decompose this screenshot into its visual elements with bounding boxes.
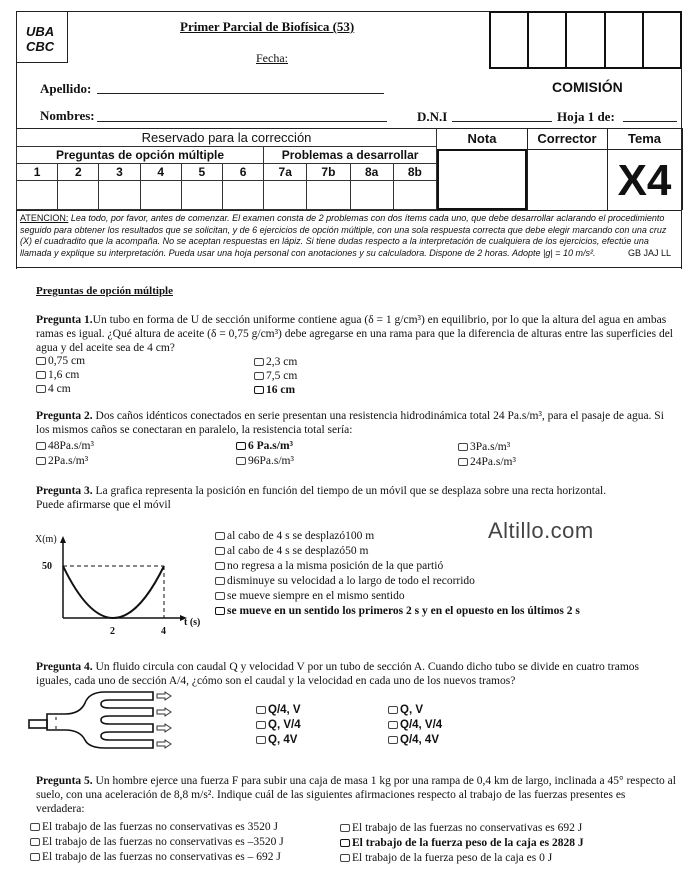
- q4-option-e[interactable]: Q/4, V/4: [388, 719, 442, 731]
- instructions-box: [16, 210, 682, 268]
- comision-box[interactable]: [567, 13, 605, 67]
- q1-option-f[interactable]: 16 cm: [254, 384, 295, 397]
- correction-grid: [16, 128, 437, 210]
- checkbox-icon[interactable]: [254, 386, 264, 394]
- q2-option-b[interactable]: 2Pa.s/m³: [36, 455, 88, 468]
- section-title: Preguntas de opción múltiple: [36, 285, 174, 297]
- checkbox-icon[interactable]: [256, 736, 266, 744]
- q5-option-a[interactable]: El trabajo de las fuerzas no conservativas es 3520 J: [30, 821, 278, 834]
- checkbox-icon[interactable]: [215, 532, 225, 540]
- nota-header: Nota: [467, 131, 497, 146]
- hoja-field[interactable]: [623, 121, 677, 122]
- question-label: Pregunta 3.: [36, 485, 93, 497]
- checkbox-icon[interactable]: [388, 706, 398, 714]
- q1-option-d[interactable]: 2,3 cm: [254, 356, 297, 369]
- q4-option-c[interactable]: Q, 4V: [256, 734, 297, 746]
- q3-option-b[interactable]: al cabo de 4 s se desplazó50 m: [215, 545, 368, 558]
- question-label: Pregunta 4.: [36, 661, 93, 673]
- checkbox-icon[interactable]: [256, 706, 266, 714]
- apellido-label: Apellido:: [40, 81, 92, 96]
- question-2: [36, 409, 676, 437]
- institution-line2: CBC: [26, 39, 55, 54]
- corrector-header: Corrector: [537, 131, 597, 146]
- author-initials: GB JAJ LL: [627, 247, 671, 258]
- q4-option-a[interactable]: Q/4, V: [256, 704, 301, 716]
- question-label: Pregunta 5.: [36, 775, 93, 787]
- dni-field[interactable]: [452, 121, 552, 122]
- q5-option-c[interactable]: El trabajo de las fuerzas no conservativas es – 692 J: [30, 851, 281, 864]
- checkbox-icon[interactable]: [254, 358, 264, 366]
- graph-y-tick: 50: [42, 561, 52, 572]
- grade-cell[interactable]: [140, 181, 181, 210]
- divider: [682, 128, 683, 210]
- q4-option-b[interactable]: Q, V/4: [256, 719, 301, 731]
- q5-option-e[interactable]: El trabajo de la fuerza peso de la caja es 2828 J: [340, 837, 584, 850]
- checkbox-icon[interactable]: [458, 443, 468, 451]
- checkbox-icon[interactable]: [215, 607, 225, 615]
- q2-option-c[interactable]: 6 Pa.s/m³: [236, 440, 293, 453]
- grid-col-7b: 7b: [307, 164, 350, 181]
- checkbox-icon[interactable]: [30, 823, 40, 831]
- reserved-label: Reservado para la corrección: [17, 129, 437, 147]
- hoja-label: Hoja 1 de:: [557, 109, 615, 124]
- checkbox-icon[interactable]: [36, 385, 46, 393]
- watermark: Altillo.com: [488, 518, 594, 543]
- tema-value: X4: [617, 156, 672, 205]
- question-text: Dos caños idénticos conectados en serie presentan una resistencia hidrodinámica total 24 Pa.s/m³, para el pasaje de agua. Si los mismos caños se conectaran en paralelo, la resistencia total sería:: [36, 410, 664, 436]
- q5-option-b[interactable]: El trabajo de las fuerzas no conservativas es –3520 J: [30, 836, 284, 849]
- q2-option-e[interactable]: 3Pa.s/m³: [458, 441, 510, 454]
- checkbox-icon[interactable]: [236, 442, 246, 450]
- question-text: Un tubo en forma de U de sección uniforme contiene agua (δ = 1 g/cm³) en equilibrio, por lo que la altura del agua en ambas ramas es igual. ¿Qué altura de aceite (δ = 0,75 g/cm³) debe agregarse en una rama para que la diferencia de alturas entre las superficies del agua y del aceite sea de 4 cm?: [36, 314, 674, 354]
- multiple-choice-header: Preguntas de opción múltiple: [17, 147, 264, 164]
- checkbox-icon[interactable]: [30, 853, 40, 861]
- fecha-label: Fecha:: [256, 51, 288, 65]
- grade-cell[interactable]: [264, 181, 307, 210]
- q3-option-f[interactable]: se mueve en un sentido los primeros 2 s y en el opuesto en los últimos 2 s: [215, 605, 580, 618]
- nombres-field[interactable]: [97, 121, 387, 122]
- checkbox-icon[interactable]: [215, 547, 225, 555]
- checkbox-icon[interactable]: [215, 562, 225, 570]
- grade-cell[interactable]: [307, 181, 350, 210]
- comision-box[interactable]: [529, 13, 567, 67]
- dni-label: D.N.I: [417, 109, 448, 124]
- q4-option-f[interactable]: Q/4, 4V: [388, 734, 439, 746]
- q1-option-a[interactable]: 0,75 cm: [36, 355, 85, 368]
- graph-x-label: t (s): [184, 617, 201, 628]
- question-text: Un fluido circula con caudal Q y velocidad V por un tubo de sección A. Cuando dicho tubo se divide en cuatro tramos iguales, cada uno de sección A/4, ¿cómo son el caudal y la velocidad en cada uno de los nuevos tramos?: [36, 661, 639, 687]
- nota-box[interactable]: [437, 149, 527, 210]
- atencion-label: ATENCION:: [20, 213, 69, 223]
- question-4: [36, 660, 676, 688]
- apellido-field[interactable]: [97, 93, 384, 94]
- comision-label: COMISIÓN: [552, 79, 623, 95]
- checkbox-icon[interactable]: [215, 577, 225, 585]
- grid-col-2: 2: [58, 164, 99, 181]
- checkbox-icon[interactable]: [36, 457, 46, 465]
- question-5: [36, 774, 676, 816]
- question-1: [36, 313, 676, 355]
- graph-y-label: X(m): [35, 534, 57, 545]
- q4-option-d[interactable]: Q, V: [388, 704, 423, 716]
- institution-line1: UBA: [26, 24, 55, 39]
- grid-col-6: 6: [222, 164, 263, 181]
- q2-option-f[interactable]: 24Pa.s/m³: [458, 456, 516, 469]
- grade-cell[interactable]: [222, 181, 263, 210]
- comision-boxes: [489, 11, 682, 69]
- tema-header: Tema: [628, 131, 661, 146]
- grid-col-1: 1: [17, 164, 58, 181]
- grade-cell[interactable]: [58, 181, 99, 210]
- grid-col-5: 5: [181, 164, 222, 181]
- grade-cell[interactable]: [99, 181, 140, 210]
- graph-x-tick-2: 2: [110, 626, 115, 637]
- grade-cell[interactable]: [181, 181, 222, 210]
- q3-option-e[interactable]: se mueve siempre en el mismo sentido: [215, 590, 405, 603]
- q2-option-a[interactable]: 48Pa.s/m³: [36, 440, 94, 453]
- question-label: Pregunta 2.: [36, 410, 93, 422]
- q3-option-a[interactable]: al cabo de 4 s se desplazó100 m: [215, 530, 374, 543]
- q5-option-f[interactable]: El trabajo de la fuerza peso de la caja es 0 J: [340, 852, 552, 865]
- checkbox-icon[interactable]: [388, 736, 398, 744]
- q1-option-b[interactable]: 1,6 cm: [36, 369, 79, 382]
- position-time-graph: [30, 530, 210, 645]
- comision-box[interactable]: [644, 13, 680, 67]
- grade-cell[interactable]: [350, 181, 393, 210]
- q3-option-d[interactable]: disminuye su velocidad a lo largo de todo el recorrido: [215, 575, 475, 588]
- checkbox-icon[interactable]: [36, 371, 46, 379]
- q5-option-d[interactable]: El trabajo de las fuerzas no conservativas es 692 J: [340, 822, 582, 835]
- grid-col-4: 4: [140, 164, 181, 181]
- checkbox-icon[interactable]: [215, 592, 225, 600]
- checkbox-icon[interactable]: [36, 357, 46, 365]
- checkbox-icon[interactable]: [340, 839, 350, 847]
- checkbox-icon[interactable]: [256, 721, 266, 729]
- checkbox-icon[interactable]: [388, 721, 398, 729]
- grade-cell[interactable]: [393, 181, 436, 210]
- checkbox-icon[interactable]: [340, 824, 350, 832]
- divider: [437, 128, 682, 129]
- grid-col-8a: 8a: [350, 164, 393, 181]
- instructions-text: Lea todo, por favor, antes de comenzar. El examen consta de 2 problemas con dos ítems cada uno, que debe desarrollar aclarando el procedimiento seguido para obtener los resultados que se solicitan, y de 6 ejercicios de opción múltiple, con una sola respuesta correcta que debe elegir marcando con una cruz (X) el cuadradito que la acompaña. No se aceptan respuestas en lápiz. Si tiene dudas respecto a la interpretación de cualquiera de los ejercicios, efectúe una llamada y explique su interpretación. Pueda usar una hoja personal con anotaciones y su calculadora. Dispone de 2 horas. Adopte |g| = 10 m/s².: [20, 213, 667, 258]
- question-label: Pregunta 1.: [36, 314, 93, 326]
- checkbox-icon[interactable]: [36, 442, 46, 450]
- divider: [527, 128, 528, 210]
- grid-col-3: 3: [99, 164, 140, 181]
- nombres-label: Nombres:: [40, 108, 95, 123]
- q1-option-e[interactable]: 7,5 cm: [254, 370, 297, 383]
- checkbox-icon[interactable]: [254, 372, 264, 380]
- grade-cell[interactable]: [17, 181, 58, 210]
- grid-col-8b: 8b: [393, 164, 436, 181]
- checkbox-icon[interactable]: [236, 457, 246, 465]
- comision-box[interactable]: [491, 13, 529, 67]
- institution-logo: [16, 11, 68, 63]
- comision-box[interactable]: [606, 13, 644, 67]
- q1-option-c[interactable]: 4 cm: [36, 383, 71, 396]
- checkbox-icon[interactable]: [30, 838, 40, 846]
- q3-option-c[interactable]: no regresa a la misma posición de la que partió: [215, 560, 443, 573]
- problems-header: Problemas a desarrollar: [264, 147, 437, 164]
- q2-option-d[interactable]: 96Pa.s/m³: [236, 455, 294, 468]
- question-3: [36, 484, 636, 512]
- grid-col-7a: 7a: [264, 164, 307, 181]
- graph-x-tick-4: 4: [161, 626, 166, 637]
- question-text: Un hombre ejerce una fuerza F para subir una caja de masa 1 kg por una rampa de 0,4 km de largo, inclinada a 45° respecto al suelo, con una aceleración de 8,8 m/s². Indique cuál de las siguientes afirmaciones respecto al trabajo de las fuerzas presentes es verdadera:: [36, 775, 676, 815]
- branching-tube-diagram: [25, 688, 175, 760]
- exam-title: Primer Parcial de Biofísica (53): [180, 19, 355, 34]
- question-text: La grafica representa la posición en función del tiempo de un móvil que se desplaza sobre una recta horizontal. Puede afirmarse que el móvil: [36, 485, 607, 511]
- checkbox-icon[interactable]: [458, 458, 468, 466]
- checkbox-icon[interactable]: [340, 854, 350, 862]
